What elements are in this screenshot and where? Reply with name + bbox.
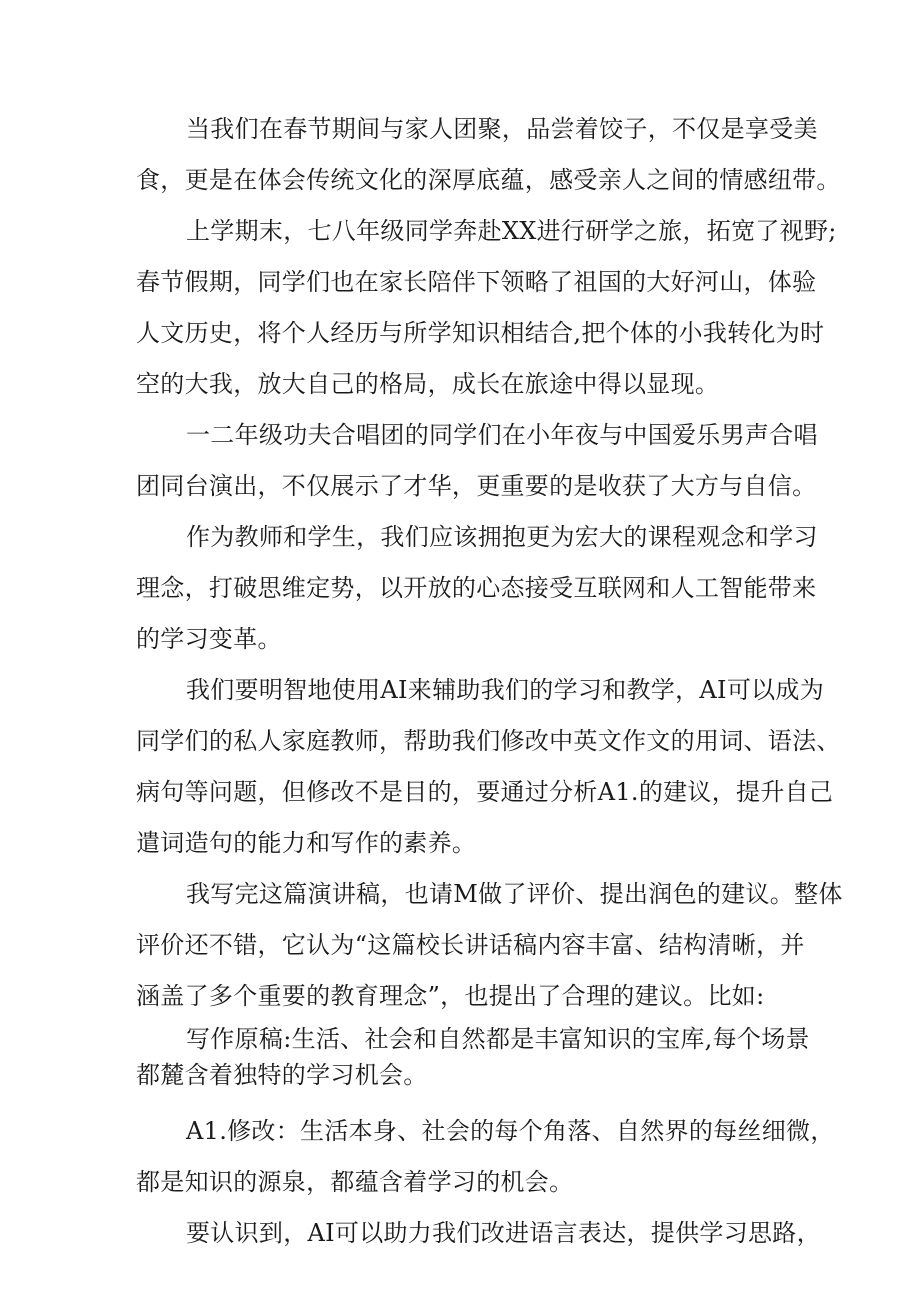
text-line: A1.修改：生活本身、社会的每个角落、自然界的每丝细微， xyxy=(186,1117,835,1145)
text-line: 团同台演出，不仅展示了才华，更重要的是收获了大方与自信。 xyxy=(136,472,817,500)
text-line: 涵盖了多个重要的教育理念”，也提出了合理的建议。比如: xyxy=(136,982,765,1010)
text-line: 上学期末，七八年级同学奔赴XX进行研学之旅，拓宽了视野; xyxy=(186,217,837,245)
text-line: 人文历史，将个人经历与所学知识相结合,把个体的小我转化为时 xyxy=(136,319,825,347)
text-line: 病句等问题，但修改不是目的，要通过分析A1.的建议，提升自己 xyxy=(136,778,834,806)
text-line: 同学们的私人家庭教师，帮助我们修改中英文作文的用词、语法、 xyxy=(136,727,841,755)
text-line: 要认识到，AI可以助力我们改进语言表达，提供学习思路， xyxy=(186,1219,821,1247)
text-line: 春节假期，同学们也在家长陪伴下领略了祖国的大好河山，体验 xyxy=(136,268,817,296)
text-line: 写作原稿:生活、社会和自然都是丰富知识的宝库,每个场景 xyxy=(186,1025,810,1053)
text-line: 当我们在春节期间与家人团聚，品尝着饺子，不仅是享受美 xyxy=(186,115,818,143)
text-line: 评价还不错，它认为“这篇校长讲话稿内容丰富、结构清晰，并 xyxy=(136,931,805,959)
text-line: 作为教师和学生，我们应该拥抱更为宏大的课程观念和学习 xyxy=(186,523,818,551)
text-line: 我写完这篇演讲稿，也请M做了评价、提出润色的建议。整体 xyxy=(186,880,843,908)
text-line: 我们要明智地使用AI来辅助我们的学习和教学，AI可以成为 xyxy=(186,676,825,704)
text-line: 空的大我，放大自己的格局，成长在旅途中得以显现。 xyxy=(136,370,720,398)
text-line: 理念，打破思维定势，以开放的心态接受互联网和人工智能带来 xyxy=(136,574,817,602)
text-line: 食，更是在体会传统文化的深厚底蕴，感受亲人之间的情感纽带。 xyxy=(136,166,841,194)
text-line: 都麓含着独特的学习机会。 xyxy=(136,1061,428,1089)
text-line: 一二年级功夫合唱团的同学们在小年夜与中国爱乐男声合唱 xyxy=(186,421,818,449)
text-line: 都是知识的源泉，都蕴含着学习的机会。 xyxy=(136,1168,574,1196)
text-line: 遣词造句的能力和写作的素养。 xyxy=(136,829,477,857)
text-line: 的学习变革。 xyxy=(136,625,282,653)
